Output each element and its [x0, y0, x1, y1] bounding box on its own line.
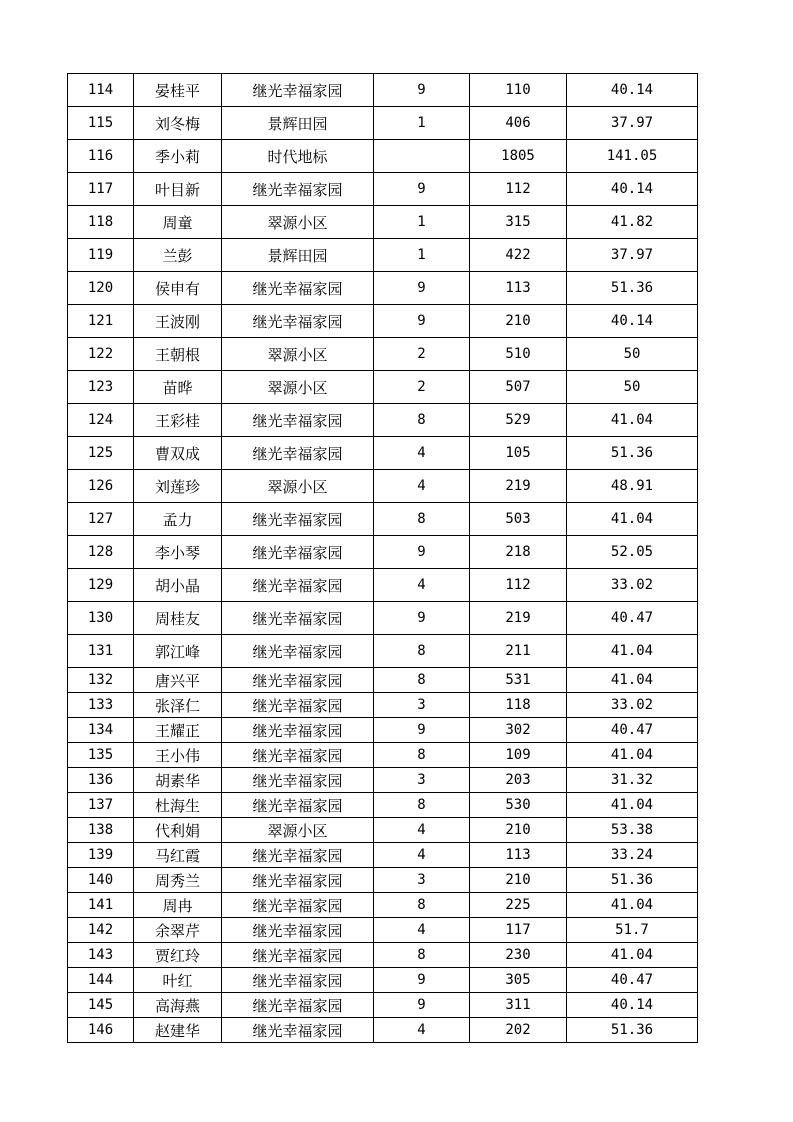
cell-room: 117	[470, 918, 567, 943]
cell-building: 9	[374, 718, 470, 743]
table-row	[68, 918, 698, 943]
cell-community: 继光幸福家园	[222, 569, 374, 602]
cell-name: 侯申有	[134, 272, 222, 305]
table-row	[68, 239, 698, 272]
cell-name: 唐兴平	[134, 668, 222, 693]
cell-building: 9	[374, 602, 470, 635]
cell-room: 210	[470, 818, 567, 843]
table-body	[68, 74, 698, 1043]
cell-number: 116	[68, 140, 134, 173]
cell-community: 翠源小区	[222, 470, 374, 503]
cell-name: 兰彭	[134, 239, 222, 272]
cell-community: 继光幸福家园	[222, 918, 374, 943]
cell-building: 9	[374, 74, 470, 107]
cell-name: 杜海生	[134, 793, 222, 818]
cell-number: 120	[68, 272, 134, 305]
cell-name: 刘莲珍	[134, 470, 222, 503]
cell-community: 继光幸福家园	[222, 503, 374, 536]
cell-room: 110	[470, 74, 567, 107]
cell-building: 9	[374, 968, 470, 993]
table-row	[68, 272, 698, 305]
cell-community: 继光幸福家园	[222, 635, 374, 668]
cell-room: 210	[470, 868, 567, 893]
cell-room: 203	[470, 768, 567, 793]
cell-area: 50	[567, 371, 698, 404]
cell-name: 王耀正	[134, 718, 222, 743]
data-table	[67, 73, 698, 1043]
cell-area: 40.14	[567, 74, 698, 107]
cell-number: 126	[68, 470, 134, 503]
cell-community: 景辉田园	[222, 239, 374, 272]
table-row	[68, 793, 698, 818]
cell-area: 41.04	[567, 635, 698, 668]
table-row	[68, 668, 698, 693]
cell-name: 郭江峰	[134, 635, 222, 668]
cell-community: 继光幸福家园	[222, 602, 374, 635]
cell-area: 51.36	[567, 272, 698, 305]
cell-community: 景辉田园	[222, 107, 374, 140]
cell-number: 129	[68, 569, 134, 602]
cell-community: 继光幸福家园	[222, 993, 374, 1018]
cell-room: 218	[470, 536, 567, 569]
cell-community: 翠源小区	[222, 818, 374, 843]
cell-building: 8	[374, 635, 470, 668]
cell-name: 王彩桂	[134, 404, 222, 437]
cell-building: 8	[374, 668, 470, 693]
table-row	[68, 206, 698, 239]
table-row	[68, 305, 698, 338]
cell-number: 131	[68, 635, 134, 668]
cell-room: 109	[470, 743, 567, 768]
cell-community: 翠源小区	[222, 338, 374, 371]
cell-name: 高海燕	[134, 993, 222, 1018]
cell-number: 118	[68, 206, 134, 239]
cell-room: 210	[470, 305, 567, 338]
cell-community: 继光幸福家园	[222, 437, 374, 470]
cell-building: 9	[374, 536, 470, 569]
cell-number: 141	[68, 893, 134, 918]
cell-number: 114	[68, 74, 134, 107]
cell-community: 继光幸福家园	[222, 743, 374, 768]
cell-area: 41.04	[567, 793, 698, 818]
cell-room: 530	[470, 793, 567, 818]
cell-number: 130	[68, 602, 134, 635]
cell-name: 季小莉	[134, 140, 222, 173]
cell-community: 继光幸福家园	[222, 843, 374, 868]
table-row	[68, 693, 698, 718]
cell-room: 230	[470, 943, 567, 968]
cell-area: 33.02	[567, 693, 698, 718]
cell-area: 33.24	[567, 843, 698, 868]
cell-number: 139	[68, 843, 134, 868]
cell-number: 122	[68, 338, 134, 371]
cell-name: 刘冬梅	[134, 107, 222, 140]
cell-room: 219	[470, 602, 567, 635]
cell-room: 112	[470, 569, 567, 602]
cell-room: 118	[470, 693, 567, 718]
cell-building: 4	[374, 1018, 470, 1043]
cell-name: 曹双成	[134, 437, 222, 470]
cell-room: 112	[470, 173, 567, 206]
cell-community: 继光幸福家园	[222, 272, 374, 305]
cell-building: 3	[374, 768, 470, 793]
cell-name: 李小琴	[134, 536, 222, 569]
table-row	[68, 437, 698, 470]
table-row	[68, 943, 698, 968]
table-row	[68, 743, 698, 768]
cell-building: 1	[374, 206, 470, 239]
cell-area: 41.82	[567, 206, 698, 239]
cell-room: 311	[470, 993, 567, 1018]
cell-area: 41.04	[567, 404, 698, 437]
cell-number: 144	[68, 968, 134, 993]
cell-building: 4	[374, 918, 470, 943]
cell-area: 52.05	[567, 536, 698, 569]
cell-building: 4	[374, 470, 470, 503]
table-row	[68, 107, 698, 140]
cell-name: 赵建华	[134, 1018, 222, 1043]
cell-building: 4	[374, 437, 470, 470]
cell-community: 继光幸福家园	[222, 536, 374, 569]
cell-area: 51.36	[567, 1018, 698, 1043]
cell-number: 134	[68, 718, 134, 743]
cell-number: 119	[68, 239, 134, 272]
cell-building: 8	[374, 503, 470, 536]
cell-name: 苗晔	[134, 371, 222, 404]
cell-area: 41.04	[567, 893, 698, 918]
cell-building: 9	[374, 173, 470, 206]
cell-name: 王波刚	[134, 305, 222, 338]
cell-area: 37.97	[567, 107, 698, 140]
cell-number: 117	[68, 173, 134, 206]
cell-number: 142	[68, 918, 134, 943]
cell-area: 41.04	[567, 503, 698, 536]
cell-number: 121	[68, 305, 134, 338]
table-row	[68, 569, 698, 602]
cell-number: 140	[68, 868, 134, 893]
cell-name: 王朝根	[134, 338, 222, 371]
cell-room: 503	[470, 503, 567, 536]
cell-area: 50	[567, 338, 698, 371]
cell-room: 305	[470, 968, 567, 993]
table-row	[68, 140, 698, 173]
cell-room: 315	[470, 206, 567, 239]
cell-area: 33.02	[567, 569, 698, 602]
cell-building: 3	[374, 693, 470, 718]
cell-name: 周冉	[134, 893, 222, 918]
cell-community: 翠源小区	[222, 371, 374, 404]
cell-area: 41.04	[567, 943, 698, 968]
table-row	[68, 868, 698, 893]
cell-community: 继光幸福家园	[222, 868, 374, 893]
cell-number: 125	[68, 437, 134, 470]
table-row	[68, 503, 698, 536]
cell-number: 128	[68, 536, 134, 569]
cell-community: 继光幸福家园	[222, 668, 374, 693]
cell-number: 123	[68, 371, 134, 404]
cell-community: 继光幸福家园	[222, 404, 374, 437]
cell-name: 马红霞	[134, 843, 222, 868]
cell-building: 2	[374, 338, 470, 371]
cell-building: 9	[374, 993, 470, 1018]
cell-room: 406	[470, 107, 567, 140]
cell-building: 1	[374, 239, 470, 272]
cell-name: 胡素华	[134, 768, 222, 793]
cell-building: 8	[374, 943, 470, 968]
cell-number: 145	[68, 993, 134, 1018]
cell-name: 代利娟	[134, 818, 222, 843]
cell-community: 继光幸福家园	[222, 305, 374, 338]
cell-name: 贾红玲	[134, 943, 222, 968]
cell-building: 9	[374, 305, 470, 338]
cell-room: 219	[470, 470, 567, 503]
cell-community: 继光幸福家园	[222, 893, 374, 918]
cell-room: 211	[470, 635, 567, 668]
cell-number: 135	[68, 743, 134, 768]
cell-room: 510	[470, 338, 567, 371]
table-row	[68, 338, 698, 371]
cell-number: 136	[68, 768, 134, 793]
cell-number: 115	[68, 107, 134, 140]
cell-building	[374, 140, 470, 173]
cell-number: 124	[68, 404, 134, 437]
cell-name: 张泽仁	[134, 693, 222, 718]
table-row	[68, 993, 698, 1018]
table-row	[68, 1018, 698, 1043]
cell-room: 113	[470, 272, 567, 305]
cell-room: 531	[470, 668, 567, 693]
cell-area: 37.97	[567, 239, 698, 272]
cell-room: 1805	[470, 140, 567, 173]
table-row	[68, 893, 698, 918]
cell-community: 继光幸福家园	[222, 718, 374, 743]
table-row	[68, 968, 698, 993]
cell-building: 4	[374, 569, 470, 602]
cell-building: 8	[374, 893, 470, 918]
cell-area: 51.36	[567, 437, 698, 470]
cell-name: 周童	[134, 206, 222, 239]
cell-number: 143	[68, 943, 134, 968]
cell-number: 127	[68, 503, 134, 536]
cell-community: 继光幸福家园	[222, 968, 374, 993]
cell-number: 137	[68, 793, 134, 818]
cell-room: 202	[470, 1018, 567, 1043]
table-row	[68, 718, 698, 743]
table-row	[68, 818, 698, 843]
cell-area: 40.14	[567, 993, 698, 1018]
cell-area: 41.04	[567, 668, 698, 693]
cell-name: 余翠芹	[134, 918, 222, 943]
cell-name: 胡小晶	[134, 569, 222, 602]
cell-building: 4	[374, 818, 470, 843]
table-row	[68, 843, 698, 868]
cell-room: 422	[470, 239, 567, 272]
cell-area: 31.32	[567, 768, 698, 793]
cell-name: 叶目新	[134, 173, 222, 206]
cell-building: 9	[374, 272, 470, 305]
cell-area: 40.47	[567, 718, 698, 743]
cell-area: 141.05	[567, 140, 698, 173]
cell-community: 继光幸福家园	[222, 943, 374, 968]
cell-area: 41.04	[567, 743, 698, 768]
cell-room: 302	[470, 718, 567, 743]
cell-building: 8	[374, 743, 470, 768]
table-row	[68, 768, 698, 793]
cell-number: 138	[68, 818, 134, 843]
cell-building: 2	[374, 371, 470, 404]
cell-name: 叶红	[134, 968, 222, 993]
table-row	[68, 635, 698, 668]
cell-community: 继光幸福家园	[222, 1018, 374, 1043]
cell-community: 继光幸福家园	[222, 173, 374, 206]
cell-name: 周秀兰	[134, 868, 222, 893]
cell-name: 孟力	[134, 503, 222, 536]
cell-community: 继光幸福家园	[222, 74, 374, 107]
cell-area: 40.14	[567, 173, 698, 206]
cell-building: 3	[374, 868, 470, 893]
cell-room: 225	[470, 893, 567, 918]
table-row	[68, 602, 698, 635]
cell-area: 48.91	[567, 470, 698, 503]
cell-name: 周桂友	[134, 602, 222, 635]
cell-room: 105	[470, 437, 567, 470]
table-row	[68, 74, 698, 107]
cell-community: 继光幸福家园	[222, 793, 374, 818]
cell-number: 133	[68, 693, 134, 718]
cell-room: 113	[470, 843, 567, 868]
cell-community: 继光幸福家园	[222, 693, 374, 718]
cell-building: 4	[374, 843, 470, 868]
table-row	[68, 371, 698, 404]
cell-number: 146	[68, 1018, 134, 1043]
cell-community: 继光幸福家园	[222, 768, 374, 793]
cell-area: 40.47	[567, 968, 698, 993]
cell-building: 8	[374, 793, 470, 818]
cell-area: 51.7	[567, 918, 698, 943]
cell-area: 40.14	[567, 305, 698, 338]
cell-building: 8	[374, 404, 470, 437]
cell-room: 507	[470, 371, 567, 404]
cell-room: 529	[470, 404, 567, 437]
cell-building: 1	[374, 107, 470, 140]
table-row	[68, 173, 698, 206]
table-row	[68, 470, 698, 503]
cell-area: 51.36	[567, 868, 698, 893]
cell-area: 53.38	[567, 818, 698, 843]
cell-name: 王小伟	[134, 743, 222, 768]
cell-area: 40.47	[567, 602, 698, 635]
cell-name: 晏桂平	[134, 74, 222, 107]
cell-number: 132	[68, 668, 134, 693]
cell-community: 时代地标	[222, 140, 374, 173]
table-row	[68, 404, 698, 437]
table-row	[68, 536, 698, 569]
cell-community: 翠源小区	[222, 206, 374, 239]
